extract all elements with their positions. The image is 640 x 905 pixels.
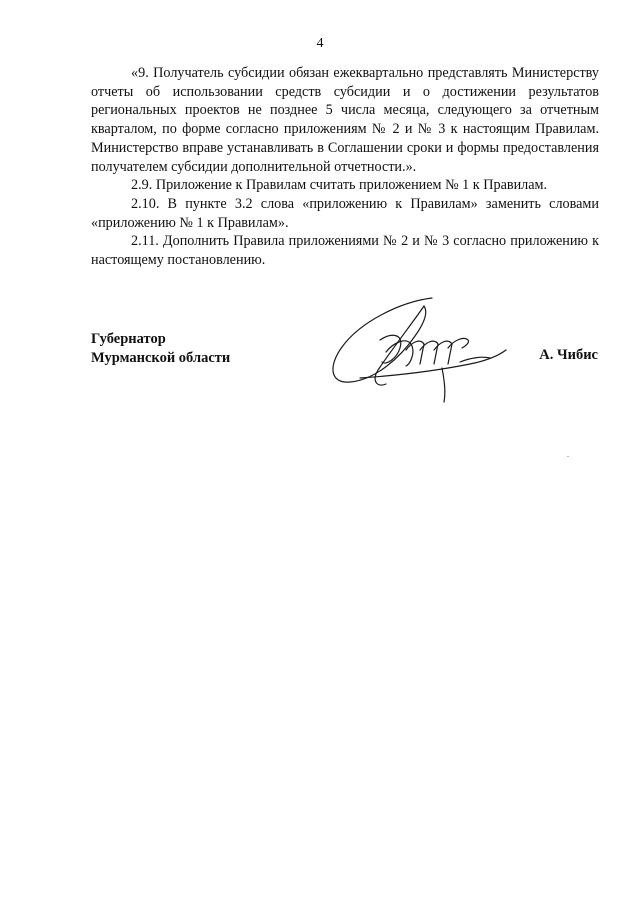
paragraph-item-9: «9. Получатель субсидии обязан ежеквартально представлять Министерству отчеты об использовании средств субсидии и о достижении результатов региональных проектов не позднее 5 числа месяца, следующего за отчетным кварталом, по форме согласно приложениям № 2 и № 3 к настоящим Правилам. Министерство вправе устанавливать в Соглашении сроки и формы предоставления получателем субсидии дополнительной отчетности.». <box>91 65 599 175</box>
paragraph-2-11: 2.11. Дополнить Правила приложениями № 2 и № 3 согласно приложению к настоящему постановлению. <box>91 233 599 269</box>
page-number: 4 <box>316 36 324 51</box>
signatory-position <box>91 330 230 368</box>
paragraph-2-9: 2.9. Приложение к Правилам считать приложением № 1 к Правилам. <box>131 177 548 194</box>
signatory-title: Губернатор <box>91 331 166 347</box>
document-body <box>91 64 599 270</box>
scan-speck <box>567 456 569 457</box>
paragraph-2-10: 2.10. В пункте 3.2 слова «приложению к Правилам» заменить словами «приложению № 1 к Правилам». <box>91 195 599 231</box>
signatory-region: Мурманской области <box>91 350 231 366</box>
handwritten-signature <box>320 292 510 408</box>
signatory-name: А. Чибис <box>539 347 598 363</box>
